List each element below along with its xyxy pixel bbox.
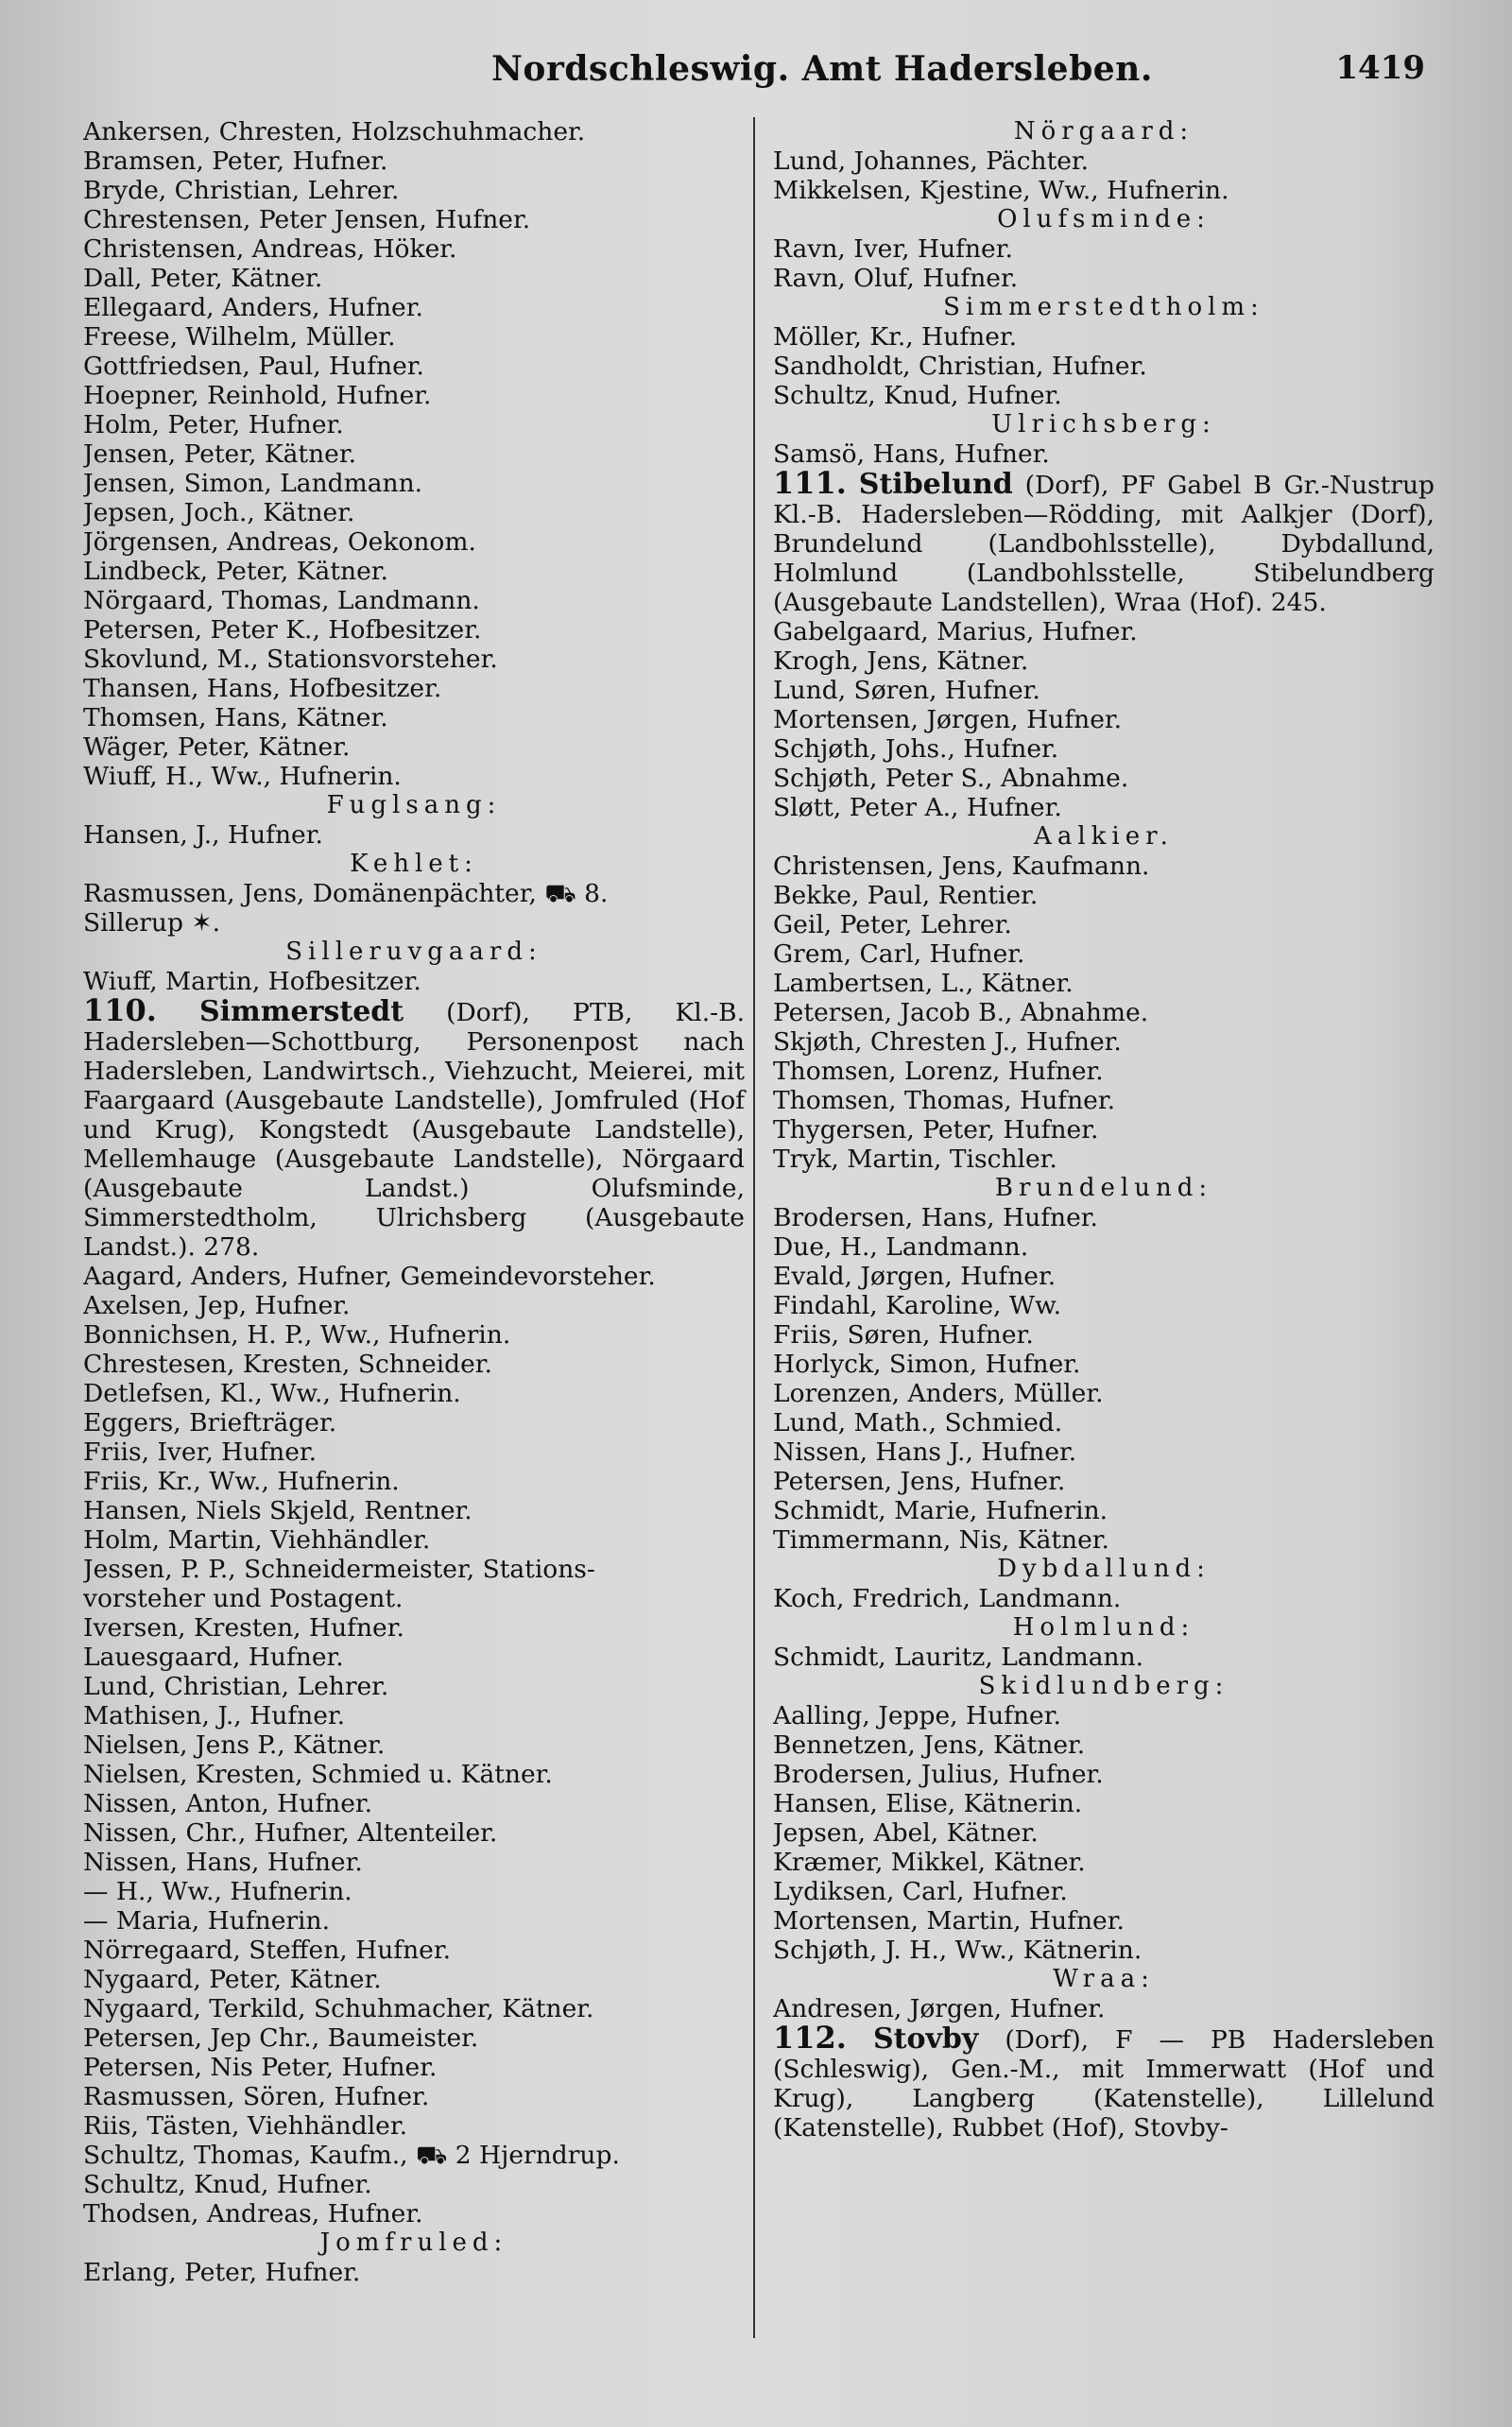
directory-line: Nissen, Hans, Hufner. [83,1848,363,1877]
directory-line: Schjøth, Johs., Hufner. [773,734,1059,764]
directory-line: Lindbeck, Peter, Kätner. [83,557,388,586]
directory-line: Nygaard, Peter, Kätner. [83,1965,382,1994]
directory-line: Findahl, Karoline, Ww. [773,1291,1062,1320]
directory-line: Wäger, Peter, Kätner. [83,732,351,762]
directory-line: Bramsen, Peter, Hufner. [83,146,388,176]
directory-line: Lambertsen, L., Kätner. [773,969,1074,998]
directory-line: Lorenzen, Anders, Müller. [773,1379,1104,1408]
location-heading: Olufsminde: [997,205,1211,233]
entry-text: (Dorf), PTB, Kl.-B. Hadersleben—Schottburg, Personenpost nach Hadersleben, Landwirtsch., Viehzucht, Meierei, mit Faargaard (Ausgebaute Landstelle), Jomfruled (Hof und Krug), Kongstedt (Ausgebaute Landstelle), Mellemhauge (Ausgebaute Landstelle), Nörgaard (Ausgebaute Landst.) Olufsminde, Simmerstedtholm, Ulrichsberg (Ausgebaute Landst.). 278. [83,998,745,1262]
directory-line: Sløtt, Peter A., Hufner. [773,793,1062,822]
directory-line: Mikkelsen, Kjestine, Ww., Hufnerin. [773,176,1229,205]
directory-line: Chrestesen, Kresten, Schneider. [83,1350,492,1379]
directory-line: Jepsen, Joch., Kätner. [83,498,355,527]
directory-line: Christensen, Andreas, Höker. [83,234,457,264]
location-heading: Fuglsang: [326,791,502,819]
directory-line: Ankersen, Chresten, Holzschuhmacher. [83,117,586,146]
directory-line: Nissen, Hans J., Hufner. [773,1437,1077,1467]
left-column [83,117,745,2287]
directory-line: Skjøth, Chresten J., Hufner. [773,1027,1122,1057]
location-heading: Simmerstedtholm: [943,293,1264,321]
directory-line: Bryde, Christian, Lehrer. [83,176,400,205]
directory-line: Mortensen, Jørgen, Hufner. [773,705,1123,734]
directory-line: Jessen, P. P., Schneidermeister, Stations- [83,1555,595,1584]
directory-line: Mathisen, J., Hufner. [83,1701,346,1730]
entry-text: (Dorf), PF Gabel B Gr.-Nustrup Kl.-B. Hadersleben—Rödding, mit Aalkjer (Dorf), Brundelund (Landbohlsstelle), Dybdallund, Holmlund (Landbohlsstelle, Stibelundberg (Ausgebaute Landstellen), Wraa (Hof). 245. [773,471,1435,617]
directory-line: Lund, Søren, Hufner. [773,676,1040,705]
directory-line: Ravn, Oluf, Hufner. [773,264,1019,293]
directory-line: Koch, Fredrich, Landmann. [773,1584,1122,1613]
directory-line: Schultz, Thomas, Kaufm., ⛟ 2 Hjerndrup. [83,2141,620,2170]
directory-line: Jensen, Simon, Landmann. [83,469,423,498]
directory-line: Thomsen, Hans, Kätner. [83,703,388,732]
list-ulrichsberg [773,439,1435,469]
entry-name: Simmerstedt [199,995,404,1028]
directory-line: Thansen, Hans, Hofbesitzer. [83,674,442,703]
column-divider [753,117,755,2338]
list-jomfruled [83,2258,745,2287]
list-simmerstedtholm [773,322,1435,410]
directory-line: Petersen, Jacob B., Abnahme. [773,998,1149,1027]
directory-line: Friis, Kr., Ww., Hufnerin. [83,1467,400,1496]
directory-line: Erlang, Peter, Hufner. [83,2258,361,2287]
directory-line: Lund, Math., Schmied. [773,1408,1063,1437]
page-header [0,49,1512,96]
directory-line: Rasmussen, Sören, Hufner. [83,2082,430,2111]
directory-line: Christensen, Jens, Kaufmann. [773,852,1150,881]
directory-line: Evald, Jørgen, Hufner. [773,1262,1057,1291]
location-heading: Kehlet: [350,850,478,878]
directory-line: Jörgensen, Andreas, Oekonom. [83,527,476,557]
directory-line: Thomsen, Lorenz, Hufner. [773,1057,1104,1086]
directory-line: Nielsen, Kresten, Schmied u. Kätner. [83,1760,553,1789]
directory-line: Thodsen, Andreas, Hufner. [83,2199,423,2229]
directory-line: Lund, Christian, Lehrer. [83,1672,389,1701]
directory-line: Hansen, Elise, Kätnerin. [773,1789,1083,1818]
directory-line: Thygersen, Peter, Hufner. [773,1115,1099,1145]
directory-line: Nissen, Chr., Hufner, Altenteiler. [83,1818,498,1848]
directory-line: Friis, Iver, Hufner. [83,1437,318,1467]
directory-line: Möller, Kr., Hufner. [773,322,1018,352]
list-stibelund [773,617,1435,822]
entry-name: Stovby [872,2022,979,2056]
directory-line: Nielsen, Jens P., Kätner. [83,1730,386,1760]
directory-line: Nörregaard, Steffen, Hufner. [83,1936,452,1965]
directory-line: Sillerup ✶. [83,908,221,938]
list-kehlet [83,879,745,938]
directory-line: Petersen, Nis Peter, Hufner. [83,2053,438,2082]
directory-line: Ellegaard, Anders, Hufner. [83,293,423,322]
list-lines1 [83,117,745,791]
directory-line: Due, H., Landmann. [773,1232,1029,1262]
page-title: Nordschleswig. Amt Hadersleben. [491,49,1153,89]
directory-line: Hansen, J., Hufner. [83,820,323,850]
location-heading: Aalkier. [1034,822,1174,851]
directory-line: Jensen, Peter, Kätner. [83,439,357,469]
directory-line: Aalling, Jeppe, Hufner. [773,1701,1061,1730]
directory-line: Sandholdt, Christian, Hufner. [773,352,1147,381]
directory-line: vorsteher und Postagent. [83,1584,404,1613]
list-sillerupgaard [83,967,745,996]
directory-line: Rasmussen, Jens, Domänenpächter, ⛟ 8. [83,879,609,908]
directory-line: Aagard, Anders, Hufner, Gemeindevorsteher. [83,1262,656,1291]
directory-line: Freese, Wilhelm, Müller. [83,322,396,352]
list-dybdallund [773,1584,1435,1613]
directory-line: Schultz, Knud, Hufner. [83,2170,372,2199]
directory-line: Riis, Tästen, Viehhändler. [83,2111,408,2141]
directory-line: Ravn, Iver, Hufner. [773,234,1013,264]
entry-number: 111. [773,465,847,501]
list-olufsminde [773,234,1435,293]
directory-line: Bonnichsen, H. P., Ww., Hufnerin. [83,1320,511,1350]
directory-line: Andresen, Jørgen, Hufner. [773,1994,1106,2023]
location-heading: Nörgaard: [1013,117,1194,146]
directory-line: Lauesgaard, Hufner. [83,1643,344,1672]
location-heading: Holmlund: [1012,1613,1195,1642]
directory-line: Iversen, Kresten, Hufner. [83,1613,404,1643]
directory-line: Wiuff, Martin, Hofbesitzer. [83,967,421,996]
directory-line: Krogh, Jens, Kätner. [773,646,1029,676]
directory-line: Nörgaard, Thomas, Landmann. [83,586,480,615]
list-lines2 [83,1262,745,2229]
list-skidlundberg [773,1701,1435,1965]
entry-110 [83,992,745,1262]
list-brundelund [773,1203,1435,1555]
directory-line: Friis, Søren, Hufner. [773,1320,1034,1350]
directory-line: — H., Ww., Hufnerin. [83,1877,352,1906]
list-aalkier [773,852,1435,1174]
directory-line: Nygaard, Terkild, Schuhmacher, Kätner. [83,1994,594,2023]
location-heading: Wraa: [1053,1965,1155,1993]
entry-text: (Dorf), F — PB Hadersleben (Schleswig), Gen.-M., mit Immerwatt (Hof und Krug), Langberg (Katenstelle), Lillelund (Katenstelle), Rubbet (Hof), Stovby- [773,2025,1435,2143]
list-norgaard [773,146,1435,205]
directory-line: Grem, Carl, Hufner. [773,939,1025,969]
directory-line: Axelsen, Jep, Hufner. [83,1291,351,1320]
directory-line: Chrestensen, Peter Jensen, Hufner. [83,205,531,234]
list-fuglsang [83,820,745,850]
location-heading: Dybdallund: [997,1555,1211,1583]
directory-line: Dall, Peter, Kätner. [83,264,323,293]
directory-line: Mortensen, Martin, Hufner. [773,1906,1125,1936]
directory-line: Brodersen, Hans, Hufner. [773,1203,1098,1232]
directory-line: Geil, Peter, Lehrer. [773,910,1012,939]
page-number: 1419 [1335,49,1425,87]
directory-line: Bekke, Paul, Rentier. [773,881,1039,910]
directory-line: Wiuff, H., Ww., Hufnerin. [83,762,402,791]
directory-line: Petersen, Peter K., Hofbesitzer. [83,615,482,645]
entry-111 [773,465,1435,617]
directory-line: — Maria, Hufnerin. [83,1906,331,1936]
directory-line: Schmidt, Marie, Hufnerin. [773,1496,1108,1525]
directory-line: Hoepner, Reinhold, Hufner. [83,381,432,410]
directory-line: Schjøth, Peter S., Abnahme. [773,764,1129,793]
directory-line: Eggers, Briefträger. [83,1408,337,1437]
directory-line: Hansen, Niels Skjeld, Rentner. [83,1496,472,1525]
directory-line: Gottfriedsen, Paul, Hufner. [83,352,424,381]
directory-line: Horlyck, Simon, Hufner. [773,1350,1081,1379]
location-heading: Jomfruled: [319,2229,508,2257]
directory-line: Kræmer, Mikkel, Kätner. [773,1848,1086,1877]
directory-line: Brodersen, Julius, Hufner. [773,1760,1104,1789]
directory-line: Tryk, Martin, Tischler. [773,1145,1057,1174]
location-heading: Ulrichsberg: [991,410,1216,439]
directory-line: Holm, Peter, Hufner. [83,410,344,439]
entry-number: 112. [773,2020,847,2056]
directory-line: Petersen, Jens, Hufner. [773,1467,1066,1496]
directory-line: Gabelgaard, Marius, Hufner. [773,617,1138,646]
directory-line: Jepsen, Abel, Kätner. [773,1818,1039,1848]
directory-line: Timmermann, Nis, Kätner. [773,1525,1109,1555]
entry-112 [773,2020,1435,2143]
directory-line: Schjøth, J. H., Ww., Kätnerin. [773,1936,1143,1965]
location-heading: Silleruvgaard: [285,938,542,966]
directory-line: Skovlund, M., Stationsvorsteher. [83,645,498,674]
directory-line: Lund, Johannes, Pächter. [773,146,1090,176]
directory-line: Holm, Martin, Viehhändler. [83,1525,431,1555]
directory-line: Detlefsen, Kl., Ww., Hufnerin. [83,1379,461,1408]
right-column [773,117,1435,2143]
directory-line: Samsö, Hans, Hufner. [773,439,1050,469]
location-heading: Brundelund: [994,1174,1213,1202]
directory-line: Nissen, Anton, Hufner. [83,1789,373,1818]
location-heading: Skidlundberg: [978,1672,1229,1700]
list-holmlund [773,1643,1435,1672]
entry-name: Stibelund [858,468,1013,501]
directory-line: Bennetzen, Jens, Kätner. [773,1730,1086,1760]
directory-line: Thomsen, Thomas, Hufner. [773,1086,1116,1115]
directory-line: Lydiksen, Carl, Hufner. [773,1877,1068,1906]
directory-line: Schultz, Knud, Hufner. [773,381,1062,410]
directory-line: Petersen, Jep Chr., Baumeister. [83,2023,479,2053]
list-wraa [773,1994,1435,2023]
directory-line: Schmidt, Lauritz, Landmann. [773,1643,1144,1672]
entry-number: 110. [83,992,157,1028]
